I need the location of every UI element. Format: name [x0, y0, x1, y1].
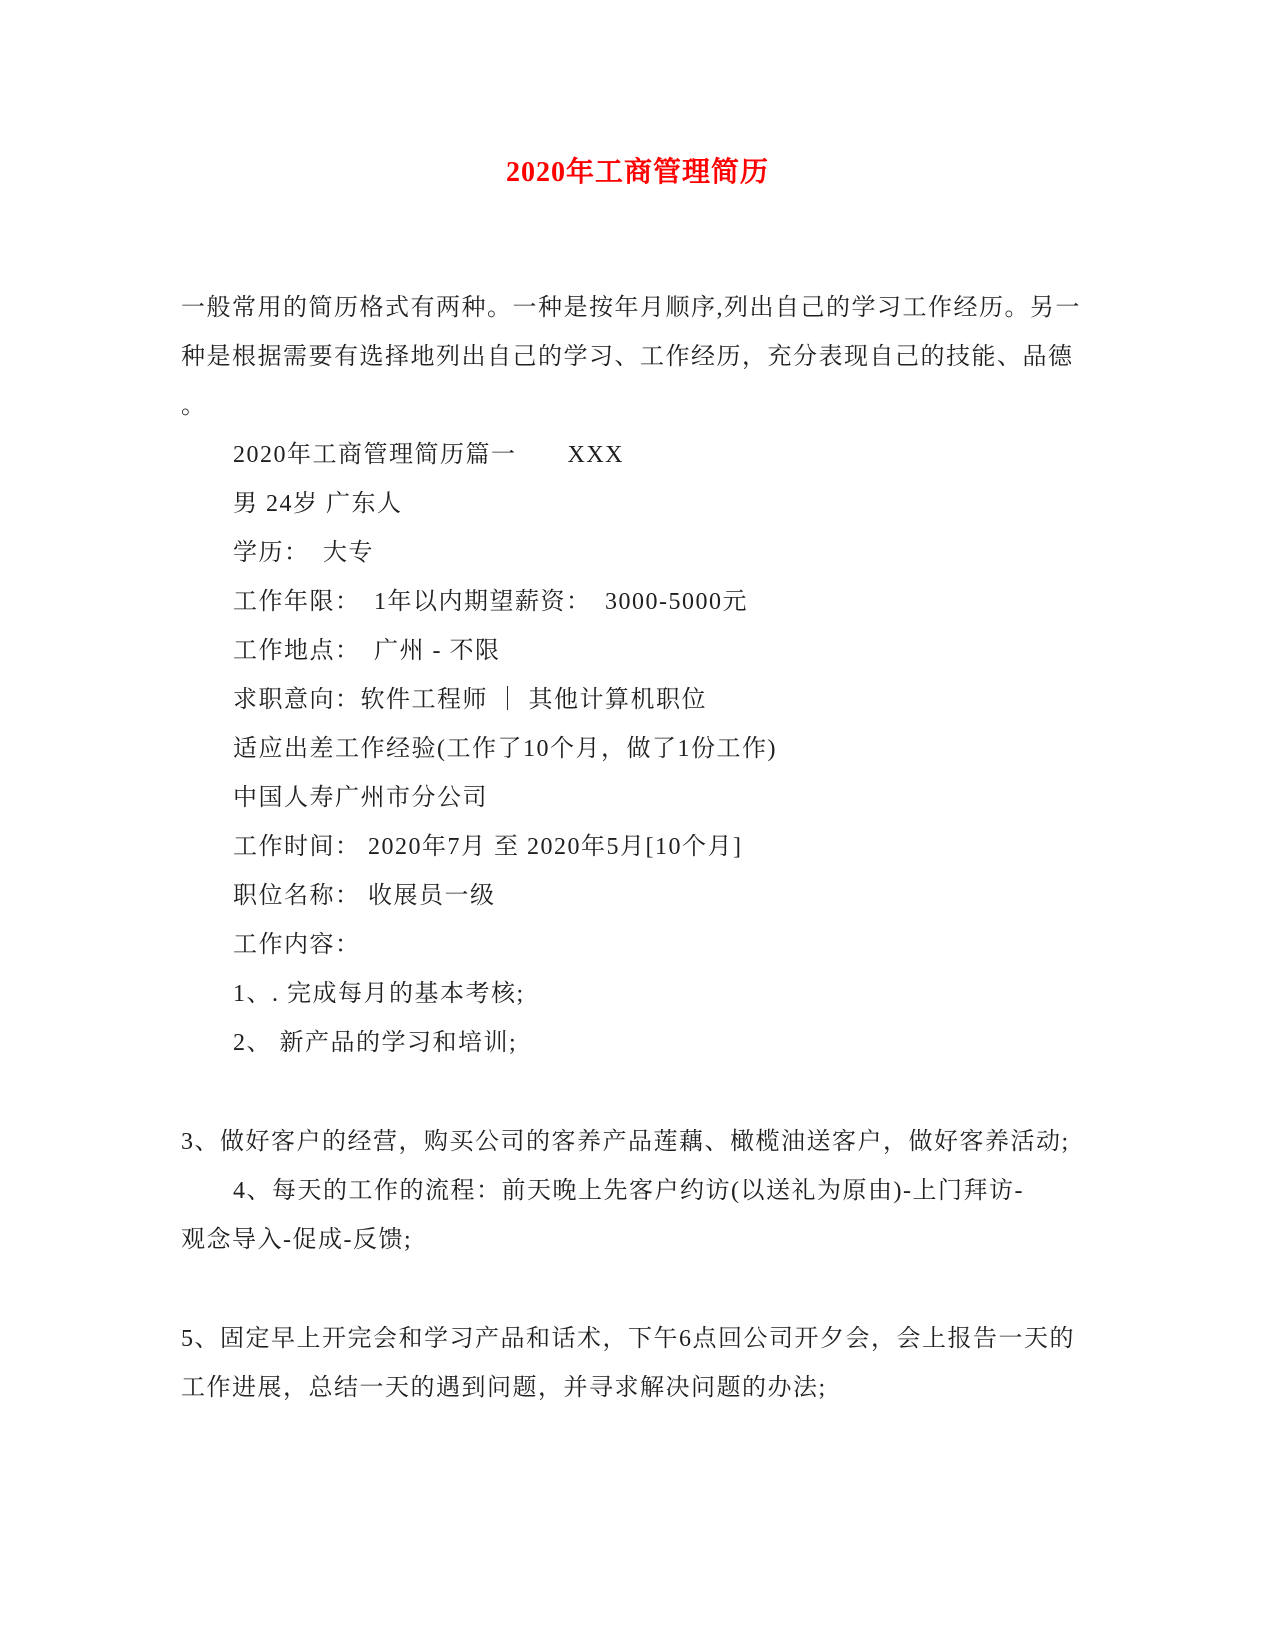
job-intention-line: 求职意向：软件工程师 ｜ 其他计算机职位: [233, 687, 707, 713]
work-item-5-continued: 工作进展，总结一天的遇到问题，并寻求解决问题的办法;: [181, 1375, 827, 1401]
work-content-label: 工作内容：: [233, 932, 361, 958]
work-location-line: 工作地点： 广州 - 不限: [233, 638, 501, 664]
company-name-line: 中国人寿广州市分公司: [233, 785, 488, 811]
intro-line-2: 种是根据需要有选择地列出自己的学习、工作经历，充分表现自己的技能、品德: [181, 344, 1074, 370]
work-item-4-continued: 观念导入-促成-反馈;: [181, 1227, 413, 1253]
work-item-3: 3、做好客户的经营，购买公司的客养产品莲藕、橄榄油送客户，做好客养活动;: [181, 1129, 1070, 1155]
work-period-line: 工作时间： 2020年7月 至 2020年5月[10个月]: [233, 834, 743, 860]
personal-info-line: 男 24岁 广东人: [233, 491, 403, 517]
resume-section-heading: 2020年工商管理简历篇一 XXX: [233, 442, 624, 468]
intro-line-1: 一般常用的简历格式有两种。一种是按年月顺序,列出自己的学习工作经历。另一: [181, 295, 1081, 321]
work-item-1: 1、. 完成每月的基本考核;: [233, 981, 525, 1007]
work-years-salary-line: 工作年限： 1年以内期望薪资： 3000-5000元: [233, 589, 748, 615]
education-line: 学历： 大专: [233, 540, 374, 566]
position-title-line: 职位名称： 收展员一级: [233, 883, 496, 909]
document-body: [181, 284, 1097, 1413]
experience-summary-line: 适应出差工作经验(工作了10个月，做了1份工作): [233, 736, 777, 762]
page-title: 2020年工商管理简历: [505, 157, 769, 188]
work-item-2: 2、 新产品的学习和培训;: [233, 1030, 518, 1056]
work-item-4: 4、每天的工作的流程：前天晚上先客户约访(以送礼为原由)-上门拜访-: [233, 1178, 1024, 1204]
intro-line-3: 。: [181, 393, 207, 419]
work-item-5: 5、固定早上开完会和学习产品和话术，下午6点回公司开夕会，会上报告一天的: [181, 1326, 1075, 1352]
